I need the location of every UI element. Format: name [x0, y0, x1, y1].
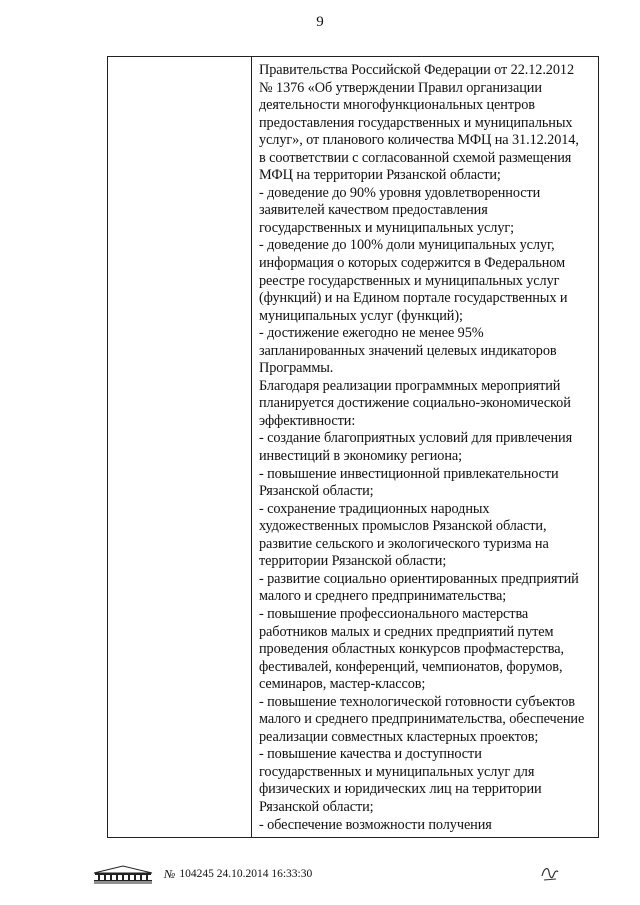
text-line: государственных и муниципальных услуг;	[259, 219, 515, 236]
text-line: реестре государственных и муниципальных услуг	[259, 272, 560, 289]
document-table	[107, 56, 599, 838]
content-cell	[259, 62, 594, 834]
text-line: Благодаря реализации программных мероприятий	[259, 377, 561, 394]
page-number: 9	[316, 14, 324, 30]
text-line: - повышение технологической готовности субъектов	[259, 693, 575, 710]
text-line: - повышение качества и доступности	[259, 746, 482, 763]
text-line: Правительства Российской Федерации от 22.12.2012	[259, 62, 574, 78]
text-line: малого и среднего предпринимательства;	[259, 588, 507, 605]
text-line: - повышение профессионального мастерства	[259, 605, 529, 622]
text-line: Рязанской области;	[259, 798, 374, 815]
text-line: информация о которых содержится в Федеральном	[259, 255, 566, 272]
text-line: услуг», от планового количества МФЦ на 31.12.2014,	[259, 132, 579, 149]
text-line: - повышение инвестиционной привлекательности	[259, 465, 559, 482]
text-line: МФЦ на территории Рязанской области;	[259, 167, 501, 184]
text-line: - создание благоприятных условий для привлечения	[259, 430, 573, 447]
text-line: - достижение ежегодно не менее 95%	[259, 325, 484, 342]
text-line: - доведение до 90% уровня удовлетворенности	[259, 184, 541, 201]
text-line: (функций) и на Едином портале государственных и	[259, 290, 568, 307]
text-line: предоставления государственных и муниципальных	[259, 114, 573, 131]
text-line: муниципальных услуг (функций);	[259, 307, 463, 324]
document-stamp: 104245 24.10.2014 16:33:30	[179, 868, 313, 880]
text-line: планируется достижение социально-экономической	[259, 395, 571, 412]
document-footer	[92, 864, 312, 884]
text-line: - доведение до 100% доли муниципальных услуг,	[259, 237, 555, 254]
column-divider	[251, 57, 252, 837]
signature-icon	[538, 862, 562, 886]
text-line: территории Рязанской области;	[259, 553, 447, 570]
text-line: фестивалей, конференций, чемпионатов, форумов,	[259, 658, 563, 675]
text-line: заявителей качеством предоставления	[259, 202, 488, 219]
text-line: запланированных значений целевых индикаторов	[259, 342, 557, 359]
number-sign: №	[164, 866, 176, 881]
text-line: - развитие социально ориентированных предприятий	[259, 570, 579, 587]
text-line: № 1376 «Об утверждении Правил организации	[259, 79, 542, 96]
text-line: инвестиций в экономику региона;	[259, 448, 462, 465]
text-line: развитие сельского и экологического туризма на	[259, 535, 549, 552]
text-line: физических и юридических лиц на территории	[259, 781, 542, 798]
text-line: реализации совместных кластерных проектов;	[259, 728, 539, 745]
text-line: деятельности многофункциональных центров	[259, 97, 535, 114]
text-line: эффективности:	[259, 412, 356, 429]
text-line: государственных и муниципальных услуг для	[259, 763, 535, 780]
building-emblem-icon	[92, 864, 154, 884]
text-line: Программы.	[259, 360, 334, 377]
text-line: художественных промыслов Рязанской области,	[259, 518, 547, 535]
text-line: Рязанской области;	[259, 483, 374, 500]
text-line: проведения областных конкурсов профмастерства,	[259, 641, 564, 658]
text-line: - обеспечение возможности получения	[259, 816, 492, 833]
text-line: в соответствии с согласованной схемой размещения	[259, 149, 572, 166]
text-line: - сохранение традиционных народных	[259, 500, 490, 517]
text-line: малого и среднего предпринимательства, обеспечение	[259, 711, 585, 728]
text-line: работников малых и средних предприятий путем	[259, 623, 554, 640]
text-line: семинаров, мастер-классов;	[259, 676, 426, 693]
